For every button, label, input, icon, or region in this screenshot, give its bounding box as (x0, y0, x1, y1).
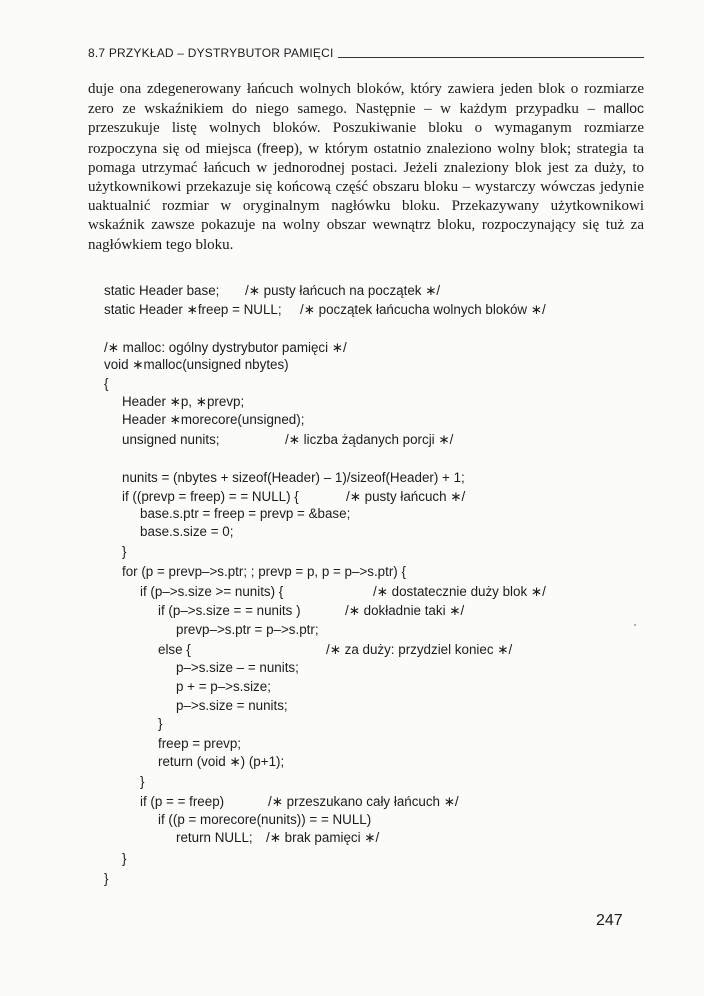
code-comment: /∗ za duży: przydziel koniec ∗/ (326, 642, 513, 657)
code-text: /∗ malloc: ogólny dystrybutor pamięci ∗/ (104, 340, 347, 355)
code-text: if (p–>s.size = = nunits ) (158, 603, 301, 618)
code-line (176, 679, 271, 695)
code-text: void ∗malloc(unsigned nbytes) (104, 357, 289, 372)
paragraph-text-2: przeszukuje listę wolnych bloków. Poszukiwanie bloku o wymaganym rozmiarze rozpoczyna się od miejsca ( (88, 120, 644, 157)
header-section-title: 8.7 PRZYKŁAD – DYSTRYBUTOR PAMIĘCI (88, 46, 334, 60)
code-line (122, 470, 465, 486)
code-line (140, 584, 546, 600)
code-line (176, 660, 299, 676)
code-text: { (104, 376, 109, 391)
code-text: static Header ∗freep = NULL; (104, 302, 282, 317)
code-line (122, 412, 304, 428)
header-rule (338, 57, 644, 58)
code-text: base.s.ptr = freep = prevp = &base; (140, 506, 351, 521)
code-text: } (140, 774, 145, 789)
code-line (122, 851, 126, 867)
code-comment: /∗ pusty łańcuch na początek ∗/ (245, 283, 441, 298)
body-paragraph (88, 80, 644, 255)
code-line (158, 642, 513, 658)
scan-speck (634, 624, 636, 626)
code-text: } (122, 544, 127, 559)
code-text: } (122, 851, 127, 866)
code-text: Header ∗p, ∗prevp; (122, 394, 245, 409)
code-line (158, 736, 241, 752)
code-line (104, 376, 108, 392)
code-line (122, 432, 454, 448)
code-text: nunits = (nbytes + sizeof(Header) – 1)/sizeof(Header) + 1; (122, 470, 465, 485)
code-text: p–>s.size – = nunits; (176, 660, 299, 675)
code-text: return (void ∗) (p+1); (158, 754, 285, 769)
code-line (104, 871, 108, 887)
code-comment: /∗ pusty łańcuch ∗/ (346, 489, 466, 504)
code-text: p–>s.size = nunits; (176, 698, 288, 713)
page-number: 247 (596, 912, 623, 929)
paragraph-text-1: duje ona zdegenerowany łańcuch wolnych bloków, który zawiera jeden blok o rozmiarze zero ze wskaźnikiem do niego samego. Następnie – w każdym przypadku – (88, 81, 644, 118)
code-line (122, 394, 244, 410)
code-line (104, 283, 441, 299)
code-text: base.s.size = 0; (140, 524, 234, 539)
code-text: Header ∗morecore(unsigned); (122, 412, 305, 427)
code-text: unsigned nunits; (122, 432, 220, 447)
code-line (176, 830, 380, 846)
code-comment: /∗ przeszukano cały łańcuch ∗/ (268, 794, 459, 809)
code-text: if (p–>s.size >= nunits) { (140, 584, 284, 599)
code-line (176, 698, 288, 714)
code-text: if (p = = freep) (140, 794, 225, 809)
identifier-malloc: malloc (603, 100, 644, 117)
code-text: static Header base; (104, 283, 220, 298)
code-text: } (158, 716, 163, 731)
code-text: if ((prevp = freep) = = NULL) { (122, 489, 299, 504)
code-line (140, 506, 350, 522)
code-line (122, 489, 466, 505)
identifier-freep: freep (261, 139, 294, 156)
code-comment: /∗ początek łańcucha wolnych bloków ∗/ (300, 302, 546, 317)
code-line (158, 716, 162, 732)
code-line (122, 544, 126, 560)
code-text: return NULL; (176, 830, 253, 845)
code-text: for (p = prevp–>s.ptr; ; prevp = p, p = p–>s.ptr) { (122, 564, 406, 579)
code-line (158, 812, 371, 828)
code-line (122, 564, 406, 580)
code-comment: /∗ brak pamięci ∗/ (266, 830, 380, 845)
code-line (140, 524, 233, 540)
code-line (158, 754, 284, 770)
code-line (104, 302, 546, 318)
code-text: } (104, 871, 109, 886)
code-line (176, 622, 319, 638)
code-line (104, 340, 347, 356)
code-line (158, 603, 465, 619)
code-text: else { (158, 642, 191, 657)
paragraph-text-3: ), w którym ostatnio znaleziono wolny blok; strategia ta pomaga utrzymać łańcuch w jednorodnej postaci. Jeżeli znaleziony blok jest za duży, to użytkownikowi przekazuje się końcową część obszaru bloku – wystarczy wówczas jedynie uaktualnić rozmiar w oryginalnym nagłówku bloku. Przekazywany użytkownikowi wskaźnik zawsze pokazuje na wolny obszar wewnątrz bloku, rozpoczynający się tuż za nagłówkiem tego bloku. (88, 140, 644, 253)
running-header (88, 40, 644, 60)
code-line (140, 774, 144, 790)
code-text: p + = p–>s.size; (176, 679, 271, 694)
code-line (140, 794, 459, 810)
code-text: freep = prevp; (158, 736, 241, 751)
code-comment: /∗ dostatecznie duży blok ∗/ (373, 584, 546, 599)
code-comment: /∗ dokładnie taki ∗/ (345, 603, 465, 618)
code-text: if ((p = morecore(nunits)) = = NULL) (158, 812, 372, 827)
code-line (104, 357, 289, 373)
code-text: prevp–>s.ptr = p–>s.ptr; (176, 622, 319, 637)
code-comment: /∗ liczba żądanych porcji ∗/ (285, 432, 454, 447)
